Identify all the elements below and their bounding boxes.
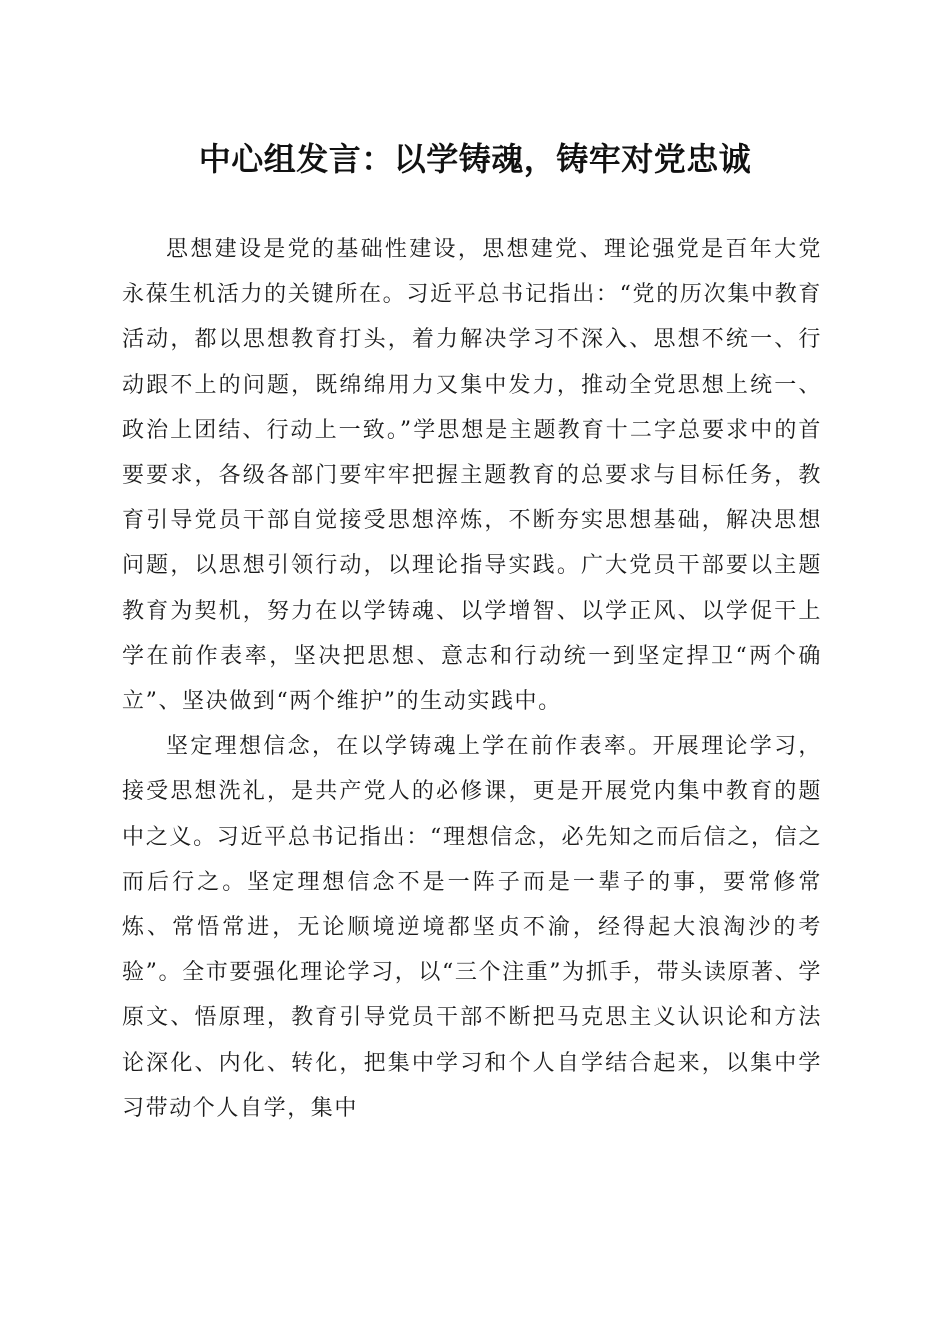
- paragraph-2: 坚定理想信念，在以学铸魂上学在前作表率。开展理论学习，接受思想洗礼，是共产党人的必修课，更是开展党内集中教育的题中之义。习近平总书记指出：“理想信念，必先知之而后信之，信之而后行之。坚定理想信念不是一阵子而是一辈子的事，要常修常炼、常悟常进，无论顺境逆境都坚贞不渝，经得起大浪淘沙的考验”。全市要强化理论学习，以“三个注重”为抓手，带头读原著、学原文、悟原理，教育引导党员干部不断把马克思主义认识论和方法论深化、内化、转化，把集中学习和个人自学结合起来，以集中学习带动个人自学，集中: [122, 734, 822, 1121]
- document-title: 中心组发言：以学铸魂，铸牢对党忠诚: [198, 140, 752, 178]
- paragraph-1: 思想建设是党的基础性建设，思想建党、理论强党是百年大党永葆生机活力的关键所在。习近平总书记指出：“党的历次集中教育活动，都以思想教育打头，着力解决学习不深入、思想不统一、行动跟不上的问题，既绵绵用力又集中发力，推动全党思想上统一、政治上团结、行动上一致。”学思想是主题教育十二字总要求中的首要要求，各级各部门要牢牢把握主题教育的总要求与目标任务，教育引导党员干部自觉接受思想淬炼，不断夯实思想基础，解决思想问题，以思想引领行动，以理论指导实践。广大党员干部要以主题教育为契机，努力在以学铸魂、以学增智、以学正风、以学促干上学在前作表率，坚决把思想、意志和行动统一到坚定捍卫“两个确立”、坚决做到“两个维护”的生动实践中。: [122, 237, 822, 715]
- document-body: [122, 227, 822, 1131]
